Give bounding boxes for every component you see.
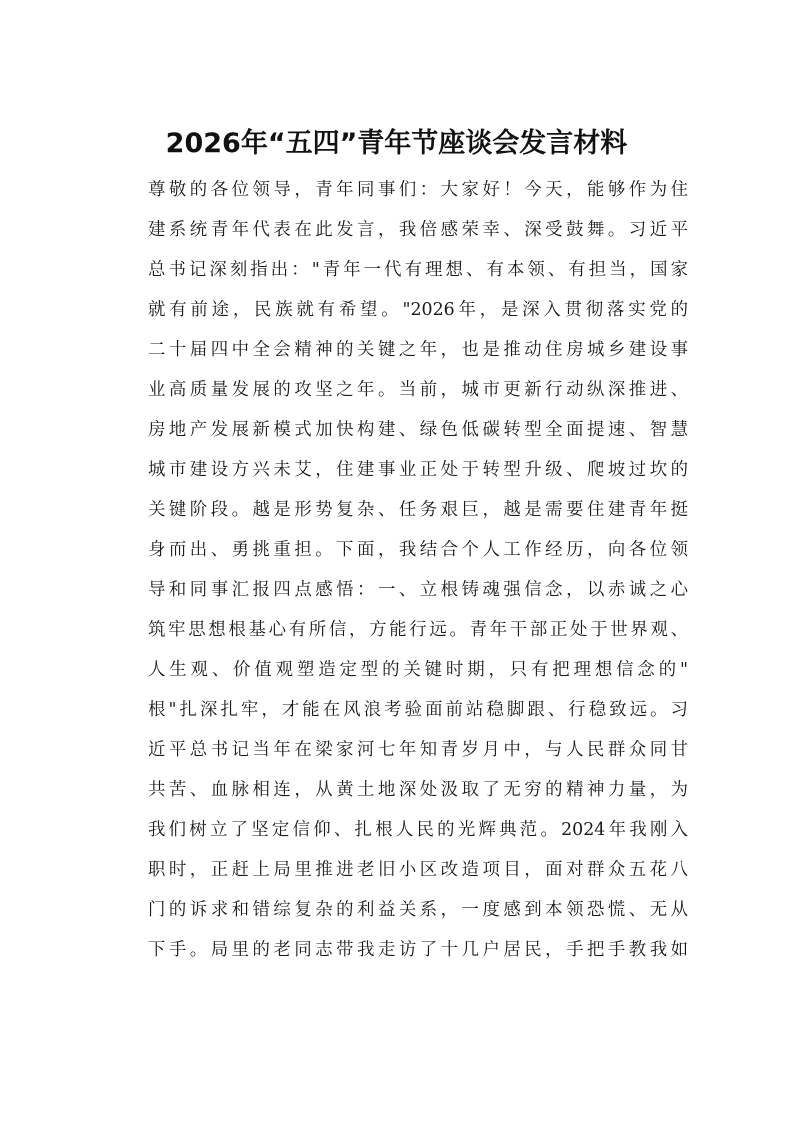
document-title: 2026年“五四”青年节座谈会发言材料 [165,128,628,159]
body-line: 城市建设方兴未艾，住建事业正处于转型升级、爬坡过坎的 [148,460,688,480]
body-line: 根"扎深扎牢，才能在风浪考验面前站稳脚跟、行稳致远。习 [148,700,688,720]
body-line: 就有前途，民族就有希望。"2026年，是深入贯彻落实党的 [148,300,688,320]
body-line: 近平总书记当年在梁家河七年知青岁月中，与人民群众同甘 [148,740,688,760]
body-line: 人生观、价值观塑造定型的关键时期，只有把理想信念的" [148,660,688,680]
body-line: 下手。局里的老同志带我走访了十几户居民，手把手教我如 [148,940,688,960]
body-line: 共苦、血脉相连，从黄土地深处汲取了无穷的精神力量，为 [148,780,688,800]
body-line: 建系统青年代表在此发言，我倍感荣幸、深受鼓舞。习近平 [148,220,688,240]
body-line: 总书记深刻指出："青年一代有理想、有本领、有担当，国家 [148,260,688,280]
body-line: 关键阶段。越是形势复杂、任务艰巨，越是需要住建青年挺 [148,500,688,520]
body-line: 身而出、勇挑重担。下面，我结合个人工作经历，向各位领 [148,540,688,560]
body-line: 导和同事汇报四点感悟：一、立根铸魂强信念，以赤诚之心 [148,580,688,600]
body-line: 二十届四中全会精神的关键之年，也是推动住房城乡建设事 [148,340,688,360]
body-line: 业高质量发展的攻坚之年。当前，城市更新行动纵深推进、 [148,380,688,400]
body-line: 筑牢思想根基心有所信，方能行远。青年干部正处于世界观、 [148,620,688,640]
body-line: 门的诉求和错综复杂的利益关系，一度感到本领恐慌、无从 [148,900,688,920]
body-line: 我们树立了坚定信仰、扎根人民的光辉典范。2024年我刚入 [148,820,688,840]
body-line: 职时，正赶上局里推进老旧小区改造项目，面对群众五花八 [148,860,688,880]
document-body [148,170,688,970]
body-line: 房地产发展新模式加快构建、绿色低碳转型全面提速、智慧 [148,420,688,440]
body-line: 尊敬的各位领导，青年同事们：大家好！今天，能够作为住 [148,180,688,200]
